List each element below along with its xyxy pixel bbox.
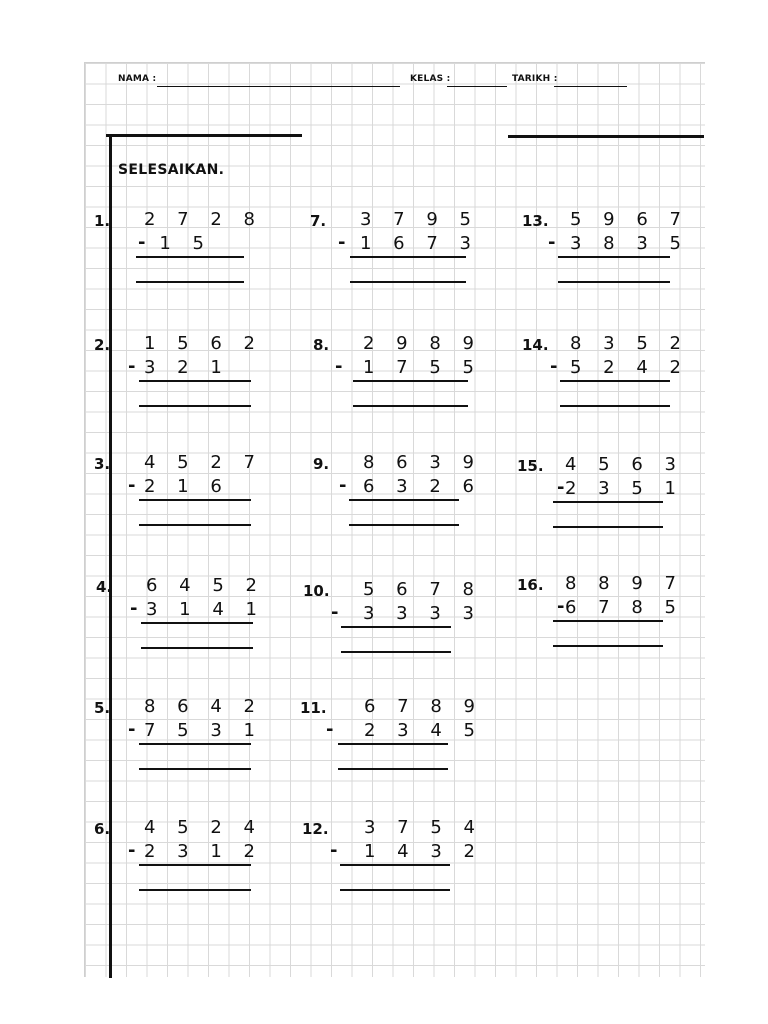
subtrahend: 7 5 3 1 xyxy=(144,720,263,741)
answer-line-bottom[interactable] xyxy=(139,768,251,770)
date-label: TARIKH : xyxy=(512,74,558,84)
problem-number: 9. xyxy=(313,455,330,473)
answer-line-top xyxy=(136,256,244,258)
problem-number: 3. xyxy=(94,455,111,473)
date-field[interactable] xyxy=(554,86,627,87)
subtrahend: 3 3 3 3 xyxy=(363,603,482,624)
answer-line-bottom[interactable] xyxy=(136,281,244,283)
problem-8 xyxy=(313,333,482,426)
answer-line-bottom[interactable] xyxy=(341,651,451,653)
minus-sign: - xyxy=(339,475,347,496)
answer-line-bottom[interactable] xyxy=(558,281,670,283)
subtrahend: 1 6 7 3 xyxy=(360,233,479,254)
minuend: 4 5 6 3 xyxy=(565,454,684,475)
answer-line-top xyxy=(141,622,253,624)
problem-4 xyxy=(96,575,265,668)
minus-sign: - xyxy=(128,356,136,377)
subtrahend: 1 5 xyxy=(159,233,212,254)
subtrahend: 3 2 1 xyxy=(144,357,230,378)
minus-sign: - xyxy=(330,840,338,861)
problem-14 xyxy=(522,333,689,426)
minuend: 3 7 9 5 xyxy=(360,209,479,230)
answer-line-top xyxy=(560,380,670,382)
problem-number: 1. xyxy=(94,212,111,230)
answer-line-bottom[interactable] xyxy=(349,524,459,526)
class-label: KELAS : xyxy=(410,74,451,84)
minuend: 2 9 8 9 xyxy=(363,333,482,354)
answer-line-top xyxy=(349,499,459,501)
subtrahend: 2 3 4 5 xyxy=(364,720,483,741)
minus-sign: - xyxy=(128,719,136,740)
answer-line-top xyxy=(139,380,251,382)
minus-sign: - xyxy=(138,232,146,253)
subtrahend: 6 3 2 6 xyxy=(363,476,482,497)
minuend: 2 7 2 8 xyxy=(144,209,263,230)
minuend: 8 6 4 2 xyxy=(144,696,263,717)
subtrahend: 3 8 3 5 xyxy=(570,233,689,254)
answer-line-bottom[interactable] xyxy=(350,281,466,283)
minuend: 8 3 5 2 xyxy=(570,333,689,354)
problem-11 xyxy=(300,696,483,789)
minus-sign: - xyxy=(331,602,339,623)
minuend: 8 6 3 9 xyxy=(363,452,482,473)
problem-number: 13. xyxy=(522,212,549,230)
answer-line-top xyxy=(341,626,451,628)
subtrahend: 1 7 5 5 xyxy=(363,357,482,378)
problem-number: 14. xyxy=(522,336,549,354)
answer-line-top xyxy=(558,256,670,258)
problem-16 xyxy=(517,573,684,666)
answer-line-bottom[interactable] xyxy=(139,889,251,891)
answer-line-top xyxy=(553,501,663,503)
answer-line-bottom[interactable] xyxy=(553,526,663,528)
minuend: 3 7 5 4 xyxy=(364,817,483,838)
problem-7 xyxy=(310,209,479,302)
name-label: NAMA : xyxy=(118,74,157,84)
answer-line-top xyxy=(338,743,448,745)
minus-sign: - xyxy=(550,356,558,377)
answer-line-bottom[interactable] xyxy=(139,524,251,526)
answer-line-bottom[interactable] xyxy=(340,889,450,891)
minus-sign: - xyxy=(557,596,565,617)
instruction: SELESAIKAN. xyxy=(118,162,225,178)
subtrahend: 1 4 3 2 xyxy=(364,841,483,862)
problem-number: 5. xyxy=(94,699,111,717)
problem-2 xyxy=(94,333,263,426)
problem-number: 2. xyxy=(94,336,111,354)
subtrahend: 2 3 5 1 xyxy=(565,478,684,499)
answer-line-top xyxy=(353,380,468,382)
answer-line-top xyxy=(340,864,450,866)
problem-10 xyxy=(303,579,482,672)
answer-line-top xyxy=(350,256,466,258)
answer-line-bottom[interactable] xyxy=(553,645,663,647)
minus-sign: - xyxy=(128,475,136,496)
subtrahend: 2 1 6 xyxy=(144,476,230,497)
minus-sign: - xyxy=(557,477,565,498)
problem-1 xyxy=(94,209,263,302)
minus-sign: - xyxy=(326,719,334,740)
answer-line-top xyxy=(139,743,251,745)
minus-sign: - xyxy=(548,232,556,253)
problem-number: 6. xyxy=(94,820,111,838)
answer-line-bottom[interactable] xyxy=(338,768,448,770)
problem-number: 7. xyxy=(310,212,327,230)
answer-line-top xyxy=(139,499,251,501)
minus-sign: - xyxy=(128,840,136,861)
minuend: 6 7 8 9 xyxy=(364,696,483,717)
problem-number: 8. xyxy=(313,336,330,354)
minus-sign: - xyxy=(335,356,343,377)
name-field[interactable] xyxy=(157,86,400,87)
answer-line-bottom[interactable] xyxy=(141,647,253,649)
subtrahend: 5 2 4 2 xyxy=(570,357,689,378)
subtrahend: 2 3 1 2 xyxy=(144,841,263,862)
problem-number: 15. xyxy=(517,457,544,475)
header-rule-right xyxy=(508,135,704,138)
minuend: 8 8 9 7 xyxy=(565,573,684,594)
minuend: 4 5 2 4 xyxy=(144,817,263,838)
problem-number: 16. xyxy=(517,576,544,594)
problem-5 xyxy=(94,696,263,789)
minuend: 6 4 5 2 xyxy=(146,575,265,596)
class-field[interactable] xyxy=(447,86,507,87)
problem-13 xyxy=(522,209,689,302)
problem-number: 12. xyxy=(302,820,329,838)
problem-3 xyxy=(94,452,263,545)
minuend: 4 5 2 7 xyxy=(144,452,263,473)
problem-number: 10. xyxy=(303,582,330,600)
minus-sign: - xyxy=(338,232,346,253)
subtrahend: 6 7 8 5 xyxy=(565,597,684,618)
minuend: 1 5 6 2 xyxy=(144,333,263,354)
problem-6 xyxy=(94,817,263,910)
problem-15 xyxy=(517,454,684,547)
header-rule-left xyxy=(106,134,302,137)
minuend: 5 9 6 7 xyxy=(570,209,689,230)
answer-line-bottom[interactable] xyxy=(560,405,670,407)
answer-line-bottom[interactable] xyxy=(353,405,468,407)
answer-line-top xyxy=(553,620,663,622)
problem-9 xyxy=(313,452,482,545)
minus-sign: - xyxy=(130,598,138,619)
problem-number: 11. xyxy=(300,699,327,717)
problem-12 xyxy=(302,817,483,910)
answer-line-top xyxy=(139,864,251,866)
answer-line-bottom[interactable] xyxy=(139,405,251,407)
problem-number: 4. xyxy=(96,578,113,596)
minuend: 5 6 7 8 xyxy=(363,579,482,600)
subtrahend: 3 1 4 1 xyxy=(146,599,265,620)
